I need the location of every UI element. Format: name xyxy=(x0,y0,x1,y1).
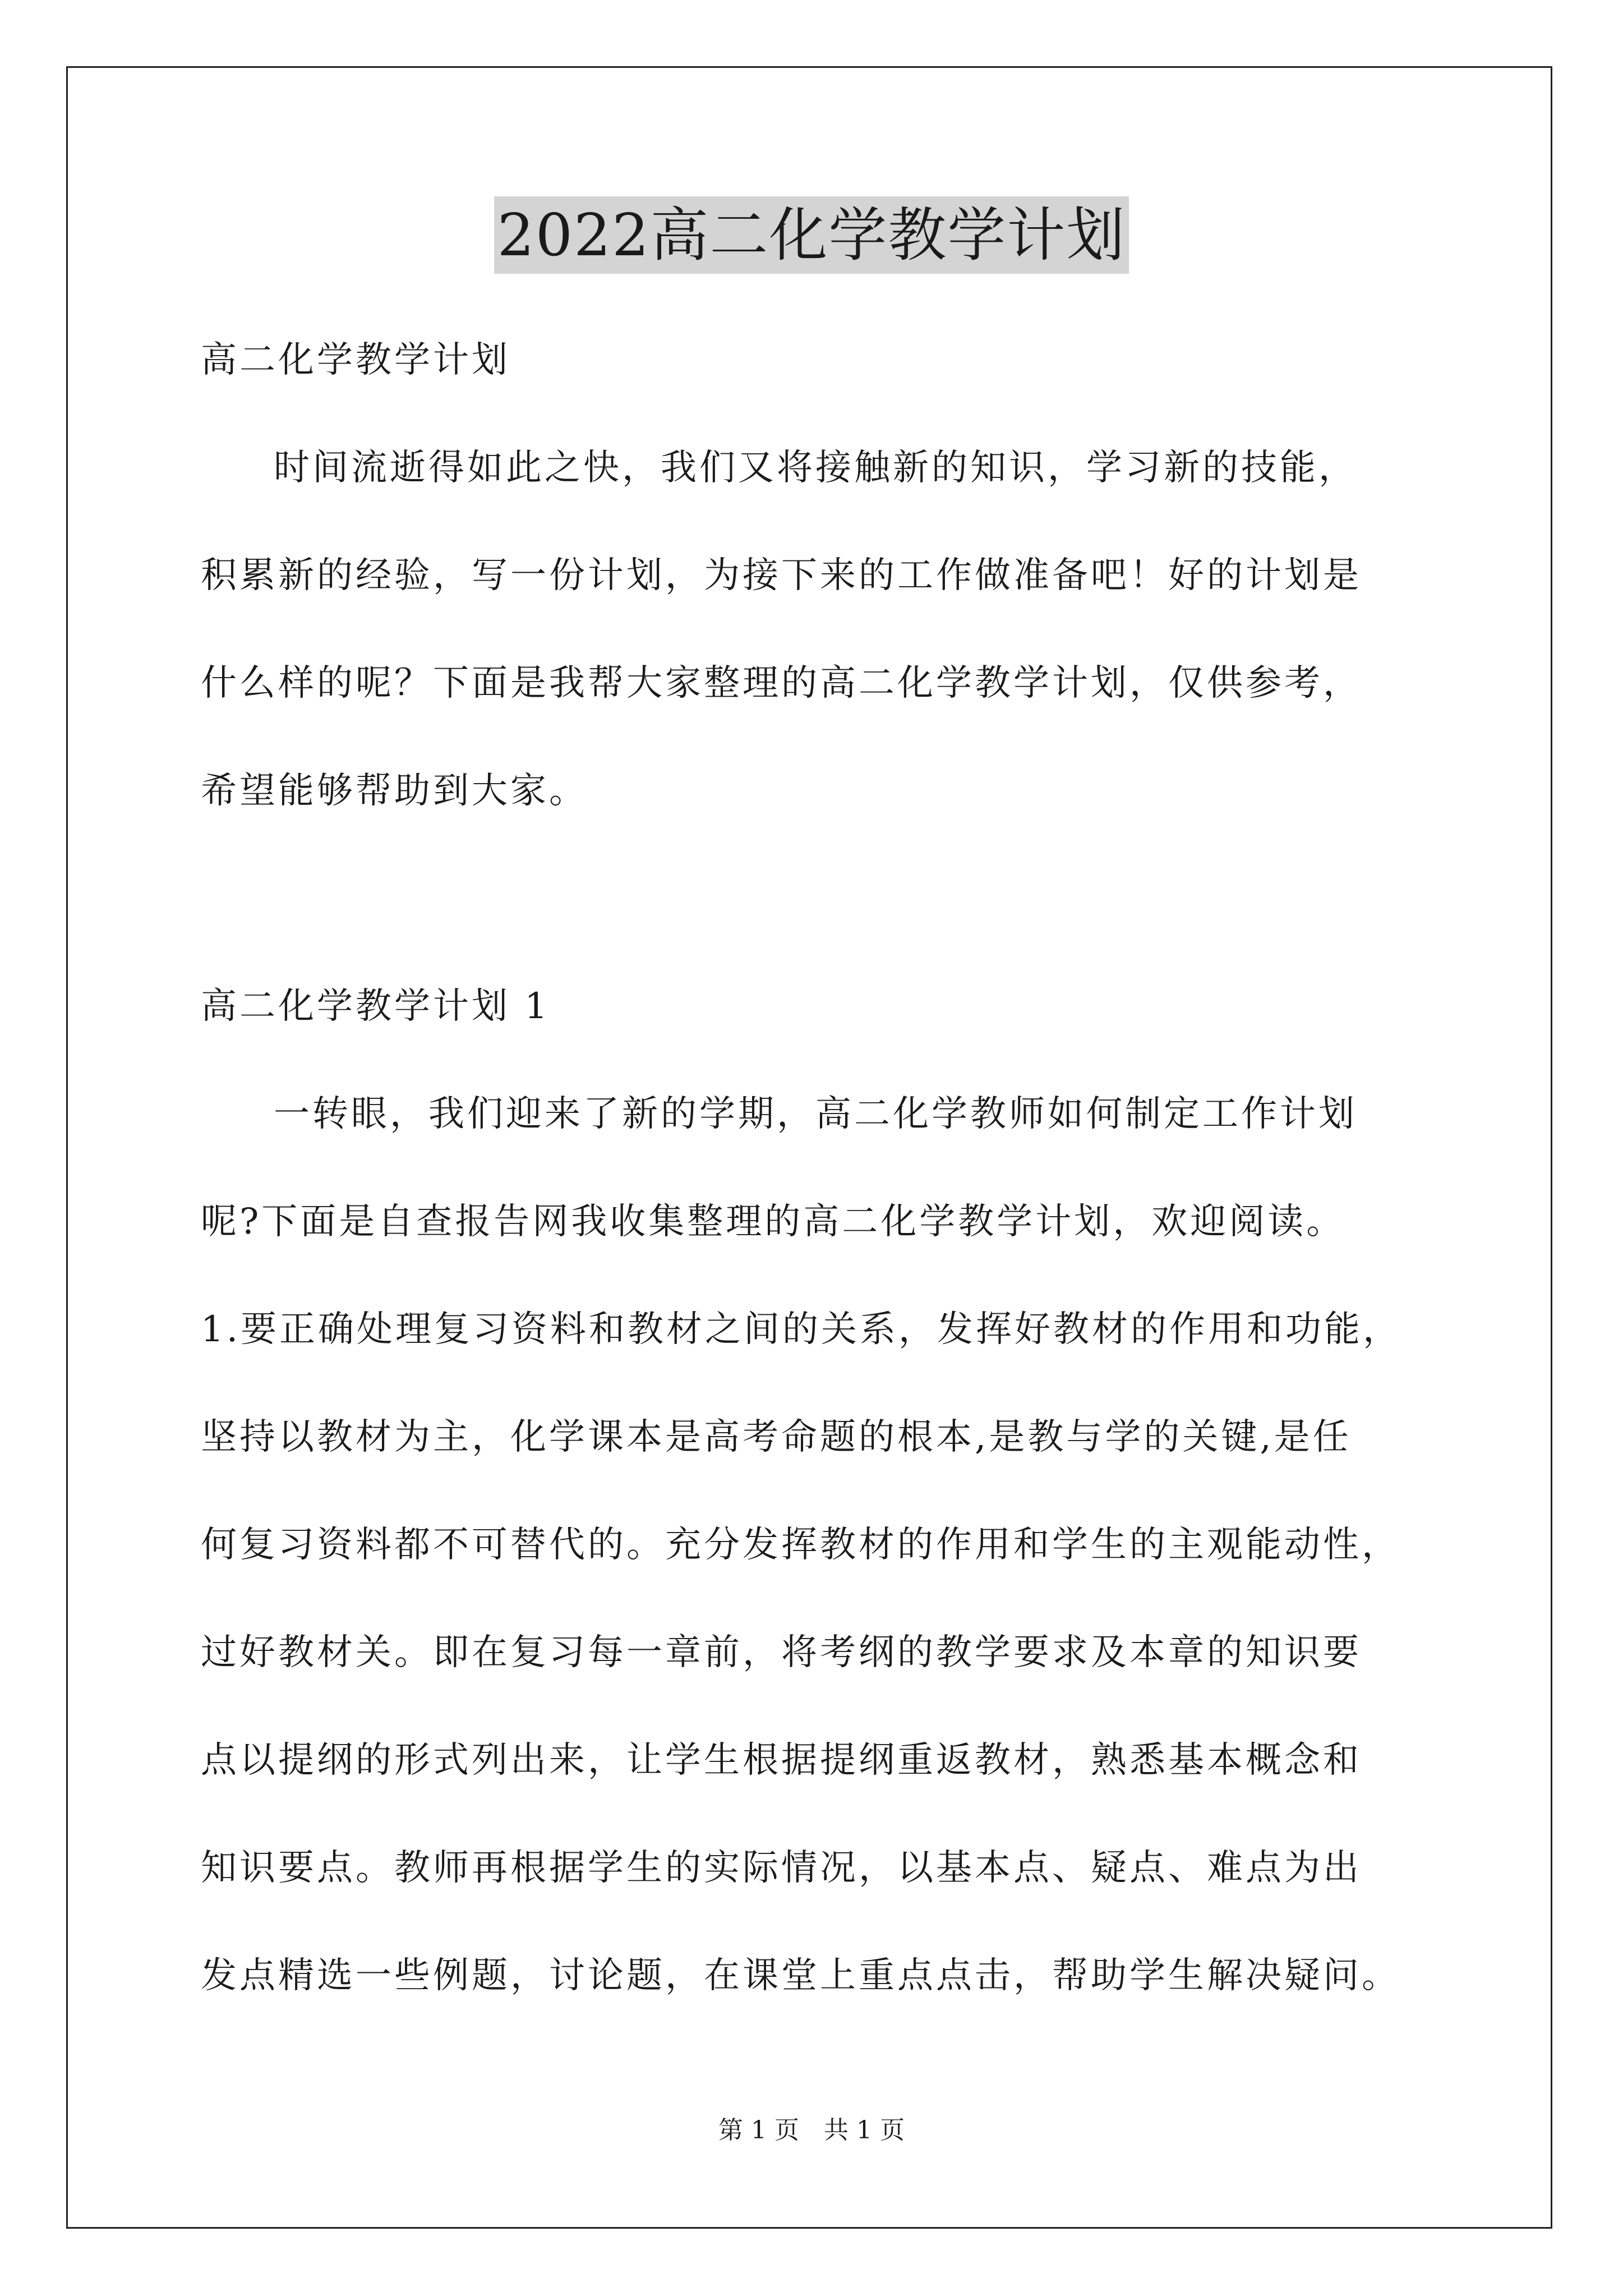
section-heading: 高二化学教学计划 1 xyxy=(201,986,551,1027)
title-container xyxy=(0,196,1623,274)
blank-line xyxy=(201,845,1435,953)
paragraph-line: 过好教材关。即在复习每一章前，将考纲的教学要求及本章的知识要 xyxy=(201,1632,1362,1673)
section-heading: 高二化学教学计划 xyxy=(201,339,510,381)
paragraph-line: 呢?下面是自查报告网我收集整理的高二化学教学计划，欢迎阅读。 xyxy=(201,1201,1345,1243)
paragraph-line: 发点精选一些例题，讨论题，在课堂上重点点击，帮助学生解决疑问。 xyxy=(201,1955,1400,1996)
paragraph-line: 什么样的呢？下面是我帮大家整理的高二化学教学计划，仅供参考， xyxy=(201,662,1362,704)
document-body xyxy=(201,306,1435,2030)
paragraph-line: 点以提纲的形式列出来，让学生根据提纲重返教材，熟悉基本概念和 xyxy=(201,1740,1362,1781)
paragraph-line: 时间流逝得如此之快，我们又将接触新的知识，学习新的技能， xyxy=(274,447,1357,489)
paragraph-line: 何复习资料都不可替代的。充分发挥教材的作用和学生的主观能动性， xyxy=(201,1524,1400,1566)
paragraph-line: 积累新的经验，写一份计划，为接下来的工作做准备吧！好的计划是 xyxy=(201,555,1362,596)
paragraph-line: 知识要点。教师再根据学生的实际情况，以基本点、疑点、难点为出 xyxy=(201,1847,1362,1889)
document-title: 2022高二化学教学计划 xyxy=(494,196,1129,274)
paragraph-line: 希望能够帮助到大家。 xyxy=(201,770,588,812)
paragraph-line: 1.要正确处理复习资料和教材之间的关系，发挥好教材的作用和功能， xyxy=(201,1309,1402,1350)
paragraph-line: 坚持以教材为主，化学课本是高考命题的根本,是教与学的关键,是任 xyxy=(201,1416,1352,1458)
page-footer: 第 1 页 共 1 页 xyxy=(718,2116,905,2145)
paragraph-line: 一转眼，我们迎来了新的学期，高二化学教师如何制定工作计划 xyxy=(274,1093,1357,1135)
